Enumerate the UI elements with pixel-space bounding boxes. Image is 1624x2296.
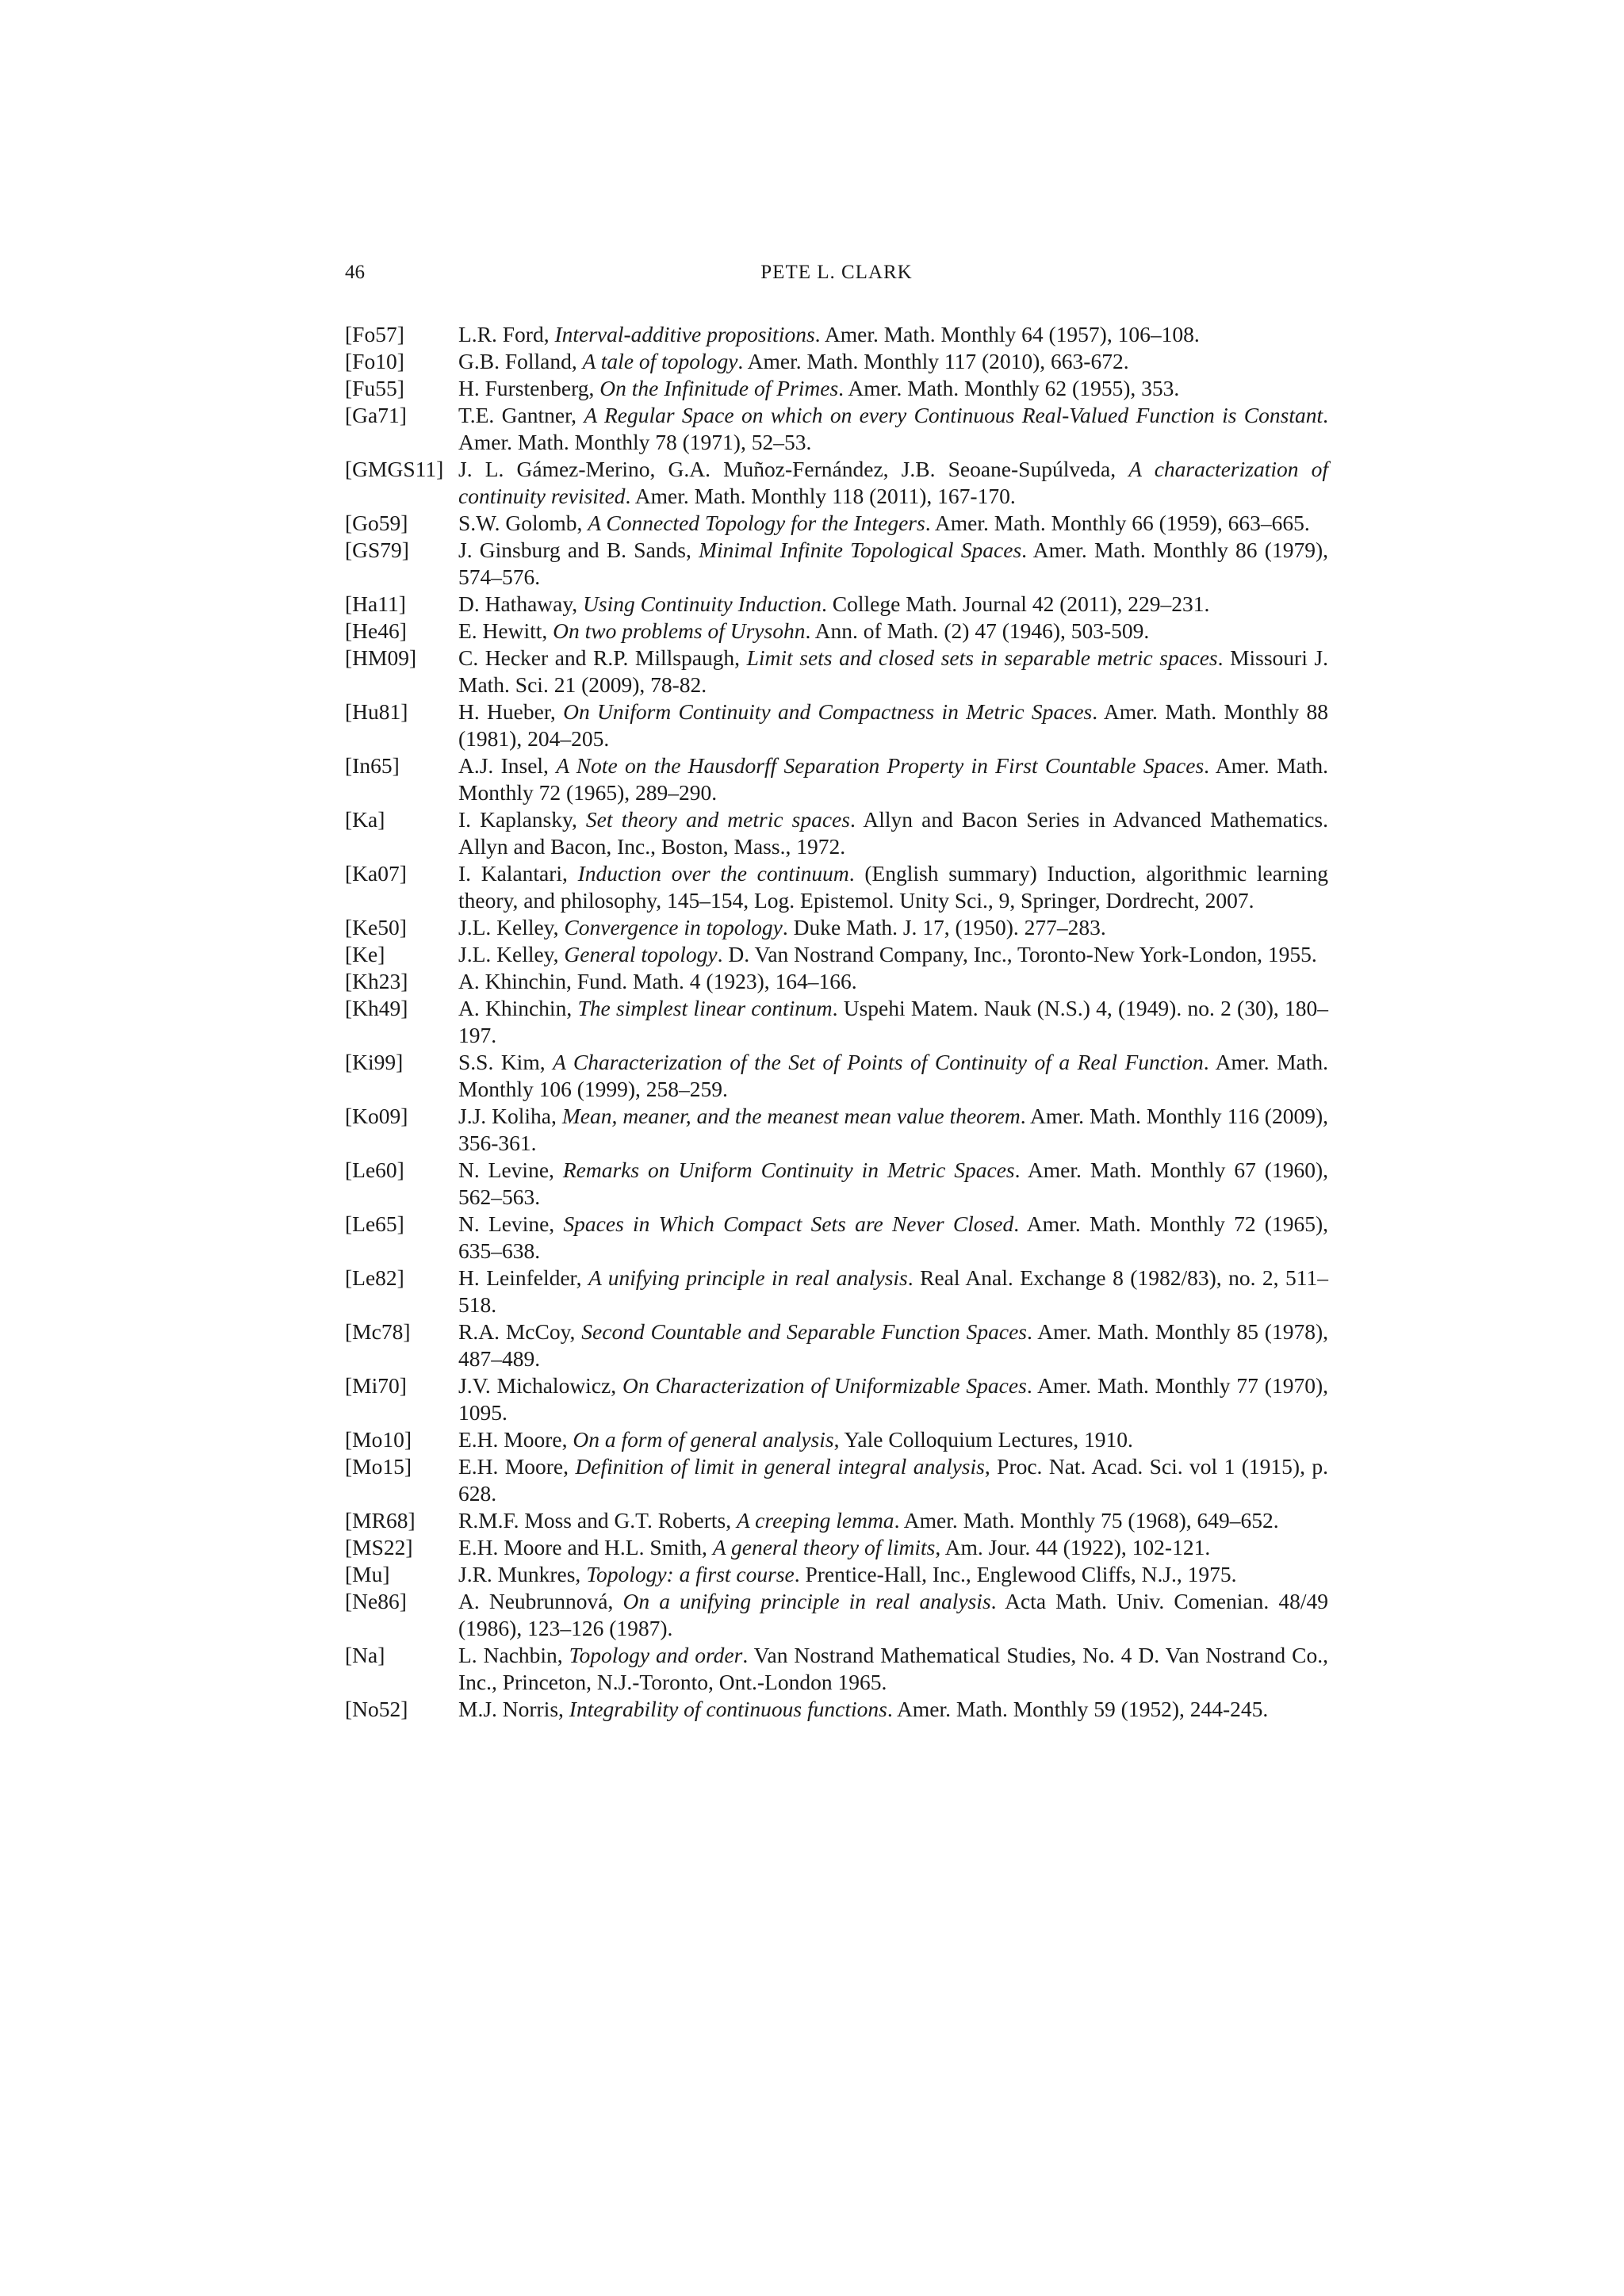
reference-key: [Mc78] bbox=[345, 1319, 411, 1344]
reference-title: Using Continuity Induction bbox=[583, 591, 822, 616]
reference-key: [Ke50] bbox=[345, 915, 407, 939]
reference-source: . Amer. Math. Monthly 67 (1960), 562–563. bbox=[458, 1158, 1328, 1209]
reference-entry bbox=[345, 1561, 1328, 1588]
reference-authors: S.W. Golomb, bbox=[458, 511, 588, 535]
reference-source: . Amer. Math. Monthly 118 (2011), 167-170. bbox=[625, 484, 1016, 508]
reference-authors: E.H. Moore, bbox=[458, 1454, 576, 1479]
reference-authors: A. Neubrunnová, bbox=[458, 1589, 623, 1613]
reference-entry bbox=[345, 402, 1328, 456]
reference-authors: T.E. Gantner, bbox=[458, 403, 584, 427]
reference-source: , Am. Jour. 44 (1922), 102-121. bbox=[935, 1535, 1211, 1559]
reference-text bbox=[458, 1453, 1328, 1507]
reference-text bbox=[458, 591, 1328, 618]
reference-source: . (English summary) Induction, algorithmic learning theory, and philosophy, 145–154, Log. Epistemol. Unity Sci., 9, Springer, Dordrecht, 2007. bbox=[458, 861, 1328, 913]
reference-text bbox=[458, 1561, 1328, 1588]
reference-title: A Connected Topology for the Integers bbox=[588, 511, 925, 535]
reference-text bbox=[458, 375, 1328, 402]
reference-key: [Ki99] bbox=[345, 1050, 404, 1074]
reference-authors: L. Nachbin, bbox=[458, 1643, 569, 1667]
reference-source: . Amer. Math. Monthly 78 (1971), 52–53. bbox=[458, 403, 1328, 454]
reference-key: [Mo15] bbox=[345, 1454, 412, 1479]
reference-title: Integrability of continuous functions bbox=[569, 1697, 887, 1721]
reference-authors: I. Kaplansky, bbox=[458, 807, 586, 832]
reference-title: On a form of general analysis bbox=[573, 1427, 834, 1452]
page-header bbox=[345, 262, 1328, 293]
reference-title: A creeping lemma bbox=[737, 1508, 894, 1533]
reference-entry bbox=[345, 1103, 1328, 1157]
reference-entry bbox=[345, 1265, 1328, 1318]
reference-entry bbox=[345, 860, 1328, 914]
reference-title: A tale of topology bbox=[582, 349, 738, 373]
reference-key: [Mu] bbox=[345, 1562, 390, 1586]
reference-key: [Le60] bbox=[345, 1158, 404, 1182]
reference-title: General topology bbox=[564, 942, 718, 966]
reference-authors: A.J. Insel, bbox=[458, 753, 557, 778]
reference-source: . Amer. Math. Monthly 106 (1999), 258–259. bbox=[458, 1050, 1328, 1101]
reference-authors: H. Furstenberg, bbox=[458, 376, 600, 400]
reference-text bbox=[458, 1507, 1328, 1534]
reference-title: The simplest linear continum bbox=[577, 996, 833, 1020]
reference-title: Set theory and metric spaces bbox=[585, 807, 850, 832]
reference-text bbox=[458, 1318, 1328, 1372]
reference-entry bbox=[345, 1211, 1328, 1265]
reference-entry bbox=[345, 1696, 1328, 1723]
reference-authors: N. Levine, bbox=[458, 1211, 564, 1236]
reference-text bbox=[458, 1534, 1328, 1561]
reference-authors: L.R. Ford, bbox=[458, 322, 555, 346]
reference-key: [Na] bbox=[345, 1643, 385, 1667]
reference-authors: J.L. Kelley, bbox=[458, 942, 565, 966]
reference-source: . College Math. Journal 42 (2011), 229–231. bbox=[822, 591, 1210, 616]
reference-source: . Amer. Math. Monthly 59 (1952), 244-245. bbox=[887, 1697, 1269, 1721]
reference-key: [Ke] bbox=[345, 942, 385, 966]
reference-text bbox=[458, 321, 1328, 348]
reference-text bbox=[458, 1049, 1328, 1103]
reference-source: . Amer. Math. Monthly 85 (1978), 487–489. bbox=[458, 1319, 1328, 1371]
reference-source: . Amer. Math. Monthly 62 (1955), 353. bbox=[838, 376, 1180, 400]
reference-key: [GMGS11] bbox=[345, 457, 444, 481]
reference-source: . Amer. Math. Monthly 72 (1965), 289–290. bbox=[458, 753, 1328, 805]
reference-entry bbox=[345, 1426, 1328, 1453]
reference-entry bbox=[345, 321, 1328, 348]
reference-text bbox=[458, 968, 1328, 995]
reference-source: . Amer. Math. Monthly 66 (1959), 663–665. bbox=[925, 511, 1310, 535]
reference-source: . Duke Math. J. 17, (1950). 277–283. bbox=[782, 915, 1106, 939]
reference-key: [GS79] bbox=[345, 538, 409, 562]
reference-key: [Le82] bbox=[345, 1265, 404, 1290]
reference-entry bbox=[345, 1157, 1328, 1211]
reference-source: , Proc. Nat. Acad. Sci. vol 1 (1915), p. 628. bbox=[458, 1454, 1328, 1506]
reference-source: . Allyn and Bacon Series in Advanced Mathematics. Allyn and Bacon, Inc., Boston, Mass., 1972. bbox=[458, 807, 1328, 859]
reference-authors: H. Leinfelder, bbox=[458, 1265, 588, 1290]
reference-entry bbox=[345, 1642, 1328, 1696]
reference-source: . Amer. Math. Monthly 117 (2010), 663-672. bbox=[737, 349, 1129, 373]
reference-authors: J.V. Michalowicz, bbox=[458, 1373, 623, 1398]
reference-authors: C. Hecker and R.P. Millspaugh, bbox=[458, 645, 747, 670]
reference-source: . Amer. Math. Monthly 116 (2009), 356-361. bbox=[458, 1104, 1329, 1155]
reference-authors: R.A. McCoy, bbox=[458, 1319, 582, 1344]
reference-authors: E.H. Moore and H.L. Smith, bbox=[458, 1535, 713, 1559]
reference-text bbox=[458, 698, 1328, 752]
reference-text bbox=[458, 1642, 1328, 1696]
reference-text bbox=[458, 1265, 1328, 1318]
reference-entry bbox=[345, 618, 1328, 645]
reference-entry bbox=[345, 591, 1328, 618]
reference-source: . Amer. Math. Monthly 75 (1968), 649–652. bbox=[894, 1508, 1279, 1533]
reference-title: Topology and order bbox=[569, 1643, 743, 1667]
reference-text bbox=[458, 348, 1328, 375]
reference-source: . Amer. Math. Monthly 88 (1981), 204–205. bbox=[458, 699, 1329, 751]
reference-text bbox=[458, 537, 1328, 591]
reference-authors: R.M.F. Moss and G.T. Roberts, bbox=[458, 1508, 737, 1533]
reference-title: A Regular Space on which on every Continuous Real-Valued Function is Constant bbox=[584, 403, 1323, 427]
reference-text bbox=[458, 1103, 1328, 1157]
reference-title: On a unifying principle in real analysis bbox=[622, 1589, 991, 1613]
reference-source: . Amer. Math. Monthly 77 (1970), 1095. bbox=[458, 1373, 1328, 1425]
reference-source: . Missouri J. Math. Sci. 21 (2009), 78-82. bbox=[458, 645, 1328, 697]
reference-key: [Kh23] bbox=[345, 969, 408, 993]
reference-title: Spaces in Which Compact Sets are Never Closed bbox=[563, 1211, 1014, 1236]
reference-title: On Uniform Continuity and Compactness in Metric Spaces bbox=[563, 699, 1093, 724]
reference-key: [Ka07] bbox=[345, 861, 407, 886]
reference-text bbox=[458, 510, 1328, 537]
reference-authors: E. Hewitt, bbox=[458, 618, 553, 643]
reference-key: [Hu81] bbox=[345, 699, 408, 724]
reference-authors: J.J. Koliha, bbox=[458, 1104, 562, 1128]
reference-title: A general theory of limits bbox=[712, 1535, 936, 1559]
reference-authors: M.J. Norris, bbox=[458, 1697, 569, 1721]
reference-source: . Real Anal. Exchange 8 (1982/83), no. 2, 511–518. bbox=[458, 1265, 1328, 1317]
reference-key: [Mo10] bbox=[345, 1427, 412, 1452]
reference-key: [HM09] bbox=[345, 645, 417, 670]
reference-title: Second Countable and Separable Function Spaces bbox=[581, 1319, 1027, 1344]
reference-key: [Fo10] bbox=[345, 349, 404, 373]
reference-key: [MS22] bbox=[345, 1535, 413, 1559]
reference-key: [Le65] bbox=[345, 1211, 404, 1236]
reference-authors: J. Ginsburg and B. Sands, bbox=[458, 538, 699, 562]
reference-key: [MR68] bbox=[345, 1508, 416, 1533]
reference-text bbox=[458, 1372, 1328, 1426]
reference-entry bbox=[345, 1534, 1328, 1561]
reference-authors: J. L. Gámez-Merino, G.A. Muñoz-Fernández, J.B. Seoane-Supúlveda, bbox=[458, 457, 1129, 481]
reference-entry bbox=[345, 1372, 1328, 1426]
reference-entry bbox=[345, 1318, 1328, 1372]
reference-authors: G.B. Folland, bbox=[458, 349, 583, 373]
reference-entry bbox=[345, 645, 1328, 698]
reference-text bbox=[458, 752, 1328, 806]
reference-title: Remarks on Uniform Continuity in Metric Spaces bbox=[562, 1158, 1015, 1182]
reference-title: Limit sets and closed sets in separable metric spaces bbox=[746, 645, 1218, 670]
reference-source: . Amer. Math. Monthly 72 (1965), 635–638. bbox=[458, 1211, 1328, 1263]
reference-entry bbox=[345, 456, 1328, 510]
reference-authors: H. Hueber, bbox=[458, 699, 564, 724]
reference-key: [Kh49] bbox=[345, 996, 408, 1020]
reference-entry bbox=[345, 1588, 1328, 1642]
reference-source: . Van Nostrand Mathematical Studies, No. 4 D. Van Nostrand Co., Inc., Princeton, N.J.-Toronto, Ont.-London 1965. bbox=[458, 1643, 1328, 1694]
reference-entry bbox=[345, 510, 1328, 537]
reference-text bbox=[458, 1696, 1328, 1723]
reference-title: On two problems of Urysohn bbox=[553, 618, 806, 643]
reference-authors: J.L. Kelley, bbox=[458, 915, 565, 939]
reference-text bbox=[458, 1211, 1328, 1265]
reference-entry bbox=[345, 537, 1328, 591]
reference-key: [Fo57] bbox=[345, 322, 404, 346]
page-number: 46 bbox=[345, 262, 365, 283]
reference-authors: D. Hathaway, bbox=[458, 591, 584, 616]
reference-title: A characterization of continuity revisited bbox=[458, 457, 1328, 508]
reference-source: . Uspehi Matem. Nauk (N.S.) 4, (1949). no. 2 (30), 180–197. bbox=[458, 996, 1328, 1047]
reference-source: . D. Van Nostrand Company, Inc., Toronto-New York-London, 1955. bbox=[717, 942, 1317, 966]
reference-text bbox=[458, 806, 1328, 860]
reference-source: . Acta Math. Univ. Comenian. 48/49 (1986), 123–126 (1987). bbox=[458, 1589, 1328, 1640]
reference-key: [Ko09] bbox=[345, 1104, 408, 1128]
reference-source: . Amer. Math. Monthly 86 (1979), 574–576. bbox=[458, 538, 1328, 589]
reference-title: Interval-additive propositions bbox=[554, 322, 815, 346]
reference-text bbox=[458, 1157, 1328, 1211]
reference-title: On the Infinitude of Primes bbox=[599, 376, 839, 400]
reference-authors: I. Kalantari, bbox=[458, 861, 578, 886]
running-head: PETE L. CLARK bbox=[760, 262, 913, 283]
reference-title: Convergence in topology bbox=[564, 915, 783, 939]
reference-key: [Ka] bbox=[345, 807, 385, 832]
reference-title: Mean, meaner, and the meanest mean value theorem bbox=[561, 1104, 1021, 1128]
reference-entry bbox=[345, 914, 1328, 941]
reference-source: . Amer. Math. Monthly 64 (1957), 106–108. bbox=[814, 322, 1200, 346]
reference-title: On Characterization of Uniformizable Spaces bbox=[622, 1373, 1027, 1398]
reference-entry bbox=[345, 1507, 1328, 1534]
reference-title: A Characterization of the Set of Points of Continuity of a Real Function bbox=[553, 1050, 1204, 1074]
reference-source: . Prentice-Hall, Inc., Englewood Cliffs, N.J., 1975. bbox=[794, 1562, 1237, 1586]
reference-entry bbox=[345, 995, 1328, 1049]
reference-authors: A. Khinchin, bbox=[458, 996, 578, 1020]
reference-text bbox=[458, 914, 1328, 941]
reference-title: Definition of limit in general integral analysis bbox=[575, 1454, 985, 1479]
reference-authors: A. Khinchin, Fund. Math. 4 (1923), 164–166. bbox=[458, 969, 857, 993]
reference-key: [Mi70] bbox=[345, 1373, 407, 1398]
reference-entry bbox=[345, 1049, 1328, 1103]
reference-entry bbox=[345, 806, 1328, 860]
reference-text bbox=[458, 618, 1328, 645]
reference-authors: E.H. Moore, bbox=[458, 1427, 573, 1452]
reference-entry bbox=[345, 348, 1328, 375]
reference-source: , Yale Colloquium Lectures, 1910. bbox=[833, 1427, 1133, 1452]
reference-text bbox=[458, 645, 1328, 698]
reference-text bbox=[458, 402, 1328, 456]
reference-text bbox=[458, 456, 1328, 510]
bibliography-list bbox=[345, 321, 1328, 1723]
reference-authors: S.S. Kim, bbox=[458, 1050, 553, 1074]
reference-title: Topology: a first course bbox=[586, 1562, 795, 1586]
reference-title: Induction over the continuum bbox=[577, 861, 849, 886]
reference-entry bbox=[345, 375, 1328, 402]
reference-text bbox=[458, 1426, 1328, 1453]
reference-key: [He46] bbox=[345, 618, 407, 643]
reference-title: Minimal Infinite Topological Spaces bbox=[699, 538, 1022, 562]
reference-key: [In65] bbox=[345, 753, 400, 778]
reference-key: [Fu55] bbox=[345, 376, 404, 400]
reference-authors: N. Levine, bbox=[458, 1158, 563, 1182]
reference-entry bbox=[345, 752, 1328, 806]
reference-key: [Ne86] bbox=[345, 1589, 407, 1613]
reference-source: . Ann. of Math. (2) 47 (1946), 503-509. bbox=[805, 618, 1150, 643]
reference-authors: J.R. Munkres, bbox=[458, 1562, 587, 1586]
reference-entry bbox=[345, 968, 1328, 995]
reference-key: [Ha11] bbox=[345, 591, 406, 616]
reference-text bbox=[458, 860, 1328, 914]
reference-title: A unifying principle in real analysis bbox=[588, 1265, 908, 1290]
reference-title: A Note on the Hausdorff Separation Property in First Countable Spaces bbox=[556, 753, 1205, 778]
reference-entry bbox=[345, 698, 1328, 752]
reference-text bbox=[458, 941, 1328, 968]
reference-text bbox=[458, 995, 1328, 1049]
reference-key: [No52] bbox=[345, 1697, 408, 1721]
reference-entry bbox=[345, 941, 1328, 968]
reference-key: [Go59] bbox=[345, 511, 408, 535]
reference-key: [Ga71] bbox=[345, 403, 407, 427]
reference-text bbox=[458, 1588, 1328, 1642]
reference-entry bbox=[345, 1453, 1328, 1507]
